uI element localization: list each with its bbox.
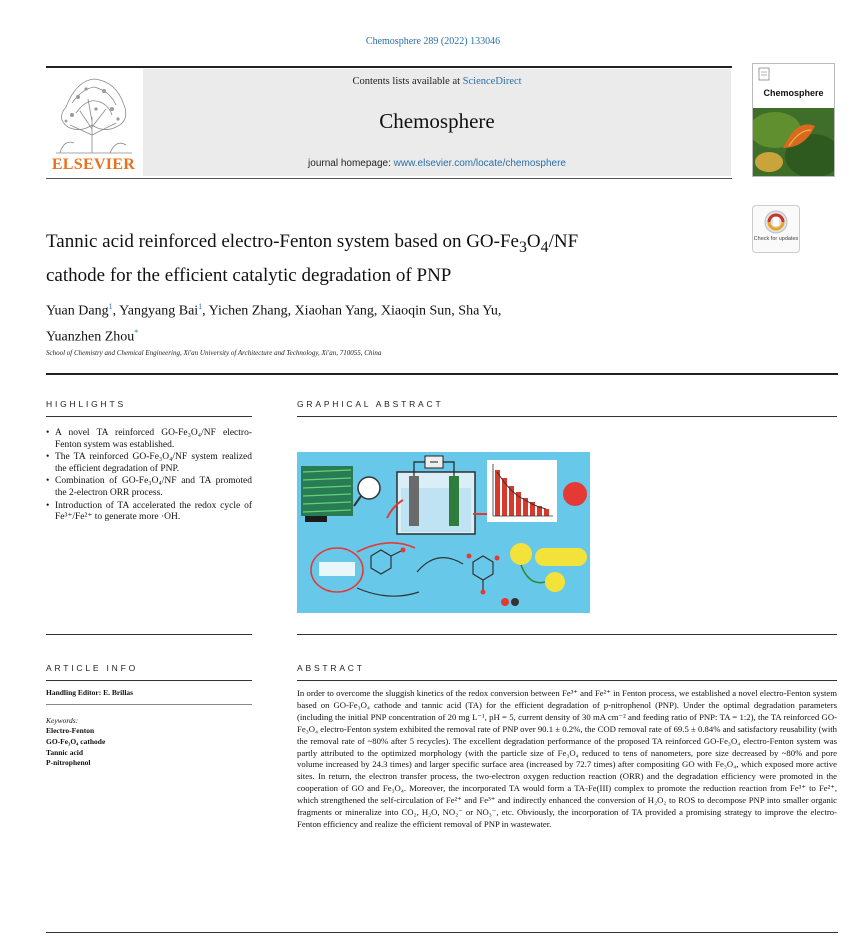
- header-bottom-rule: [46, 178, 732, 179]
- highlights-list: [46, 428, 252, 525]
- keyword[interactable]: GO-Fe₃O₄ cathode: [46, 736, 106, 746]
- journal-name: Chemosphere: [379, 109, 495, 133]
- author-footnote[interactable]: 1: [198, 302, 203, 311]
- homepage-line: [143, 158, 731, 169]
- highlights-rule: [46, 416, 252, 417]
- abstract-heading: ABSTRACT: [297, 663, 365, 673]
- highlight-item: • The TA reinforced GO-Fe₃O₄/NF system realized the efficient degradation of PNP.: [46, 452, 252, 475]
- journal-header: [143, 69, 731, 176]
- journal-cover[interactable]: [752, 63, 835, 177]
- keyword[interactable]: Tannic acid: [46, 747, 84, 757]
- check-for-updates-icon: [753, 208, 799, 238]
- cover-title: Chemosphere: [763, 88, 824, 98]
- keywords-label: Keywords:: [46, 716, 79, 725]
- contents-line: [143, 76, 731, 87]
- keywords-list: [46, 726, 105, 769]
- graphical-abstract-figure: [297, 452, 590, 613]
- title-line2: cathode for the efficient catalytic degradation of PNP: [46, 264, 452, 286]
- article-info-rule: [46, 680, 252, 681]
- cover-masthead-icon: [753, 64, 834, 86]
- elsevier-wordmark: ELSEVIER: [51, 156, 136, 173]
- author-link[interactable]: Yuan Dang: [46, 303, 109, 319]
- elsevier-logo[interactable]: [46, 69, 141, 176]
- article-info-subrule: [46, 704, 252, 705]
- keyword[interactable]: Electro-Fenton: [46, 726, 95, 735]
- title-part: Tannic acid reinforced electro-Fenton system based on GO-Fe: [46, 231, 519, 252]
- journal-citation[interactable]: Chemosphere 289 (2022) 133046: [365, 36, 501, 47]
- graphical-abstract-image[interactable]: [297, 452, 590, 613]
- highlight-item: • A novel TA reinforced GO-Fe₃O₄/NF electro-Fenton system was established.: [46, 428, 252, 451]
- check-for-updates-button[interactable]: [752, 205, 800, 253]
- check-for-updates-label: Check for updates: [753, 236, 799, 242]
- highlights-heading: HIGHLIGHTS: [46, 399, 126, 409]
- author-footnote[interactable]: 1: [108, 302, 113, 311]
- title-part: O: [526, 231, 541, 252]
- article-info-heading: ARTICLE INFO: [46, 663, 139, 673]
- article-title: [46, 228, 736, 290]
- affiliation: School of Chemistry and Chemical Engineering, Xi'an University of Architecture and Technology, Xi'an, 710055, China: [46, 349, 382, 357]
- handling-editor: Handling Editor: E. Brillas: [46, 688, 134, 697]
- section-rule: [46, 634, 252, 635]
- cover-image: [753, 108, 834, 176]
- homepage-prefix: journal homepage:: [308, 158, 394, 169]
- bottom-rule: [46, 932, 838, 933]
- author-list: Yuan Dang$^1$, Yangyang Bai$^1$, Yichen Zhang, Xiaohan Yang, Xiaoqin Sun, Sha Yu, Yuanzhen Zhou*: [46, 302, 502, 345]
- contents-prefix: Contents lists available at: [352, 76, 463, 87]
- abstract-body: In order to overcome the sluggish kinetics of the redox conversion between Fe³⁺ and Fe²⁺ in Fenton process, we established a novel electro-Fenton system based on GO-Fe₃O₄ cathode and tannic acid (TA) for the efficient degradation of p-nitrophenol (PNP). Under the optimal degradation parameters (including the initial PNP concentration of 20 mg L⁻¹, pH = 5, current density of 30 mA cm⁻² and feeding ratio of PNP: TA = 1:2), the TA reinforced GO-Fe₃O₄ electro-Fenton system exhibited the removal rate of PNP over 90.1 ± 0.2%, the COD removal rate of 69.5 ± 0.84% and satisfactory reusability (with the removal rate of ~80% after 5 recycles). The excellent degradation performance of the proposed TA reinforced GO-Fe₃O₄ electro-Fenton system was partly attributed to the optimized morphology (with the particle size of Fe₃O₄ reduced to tens of nanometers, pore size decreased by ~80% and pore volume increased by 24.3 times) and larger specific surface area (increased by 72.7 times) after compositing GO with Fe₃O₄, which exposed more active sites. In return, the electron transfer process, the two-electron oxygen reduction reaction (ORR) and the degradation efficiency were promoted in the cooperation of GO and Fe₃O₄. Moreover, the incorporated TA would form a TA-Fe(III) complex to promote the reduction reaction from Fe³⁺ to Fe²⁺, which strengthened the self-circulation of Fe²⁺ and Fe³⁺ and indirectly enhanced the conversion of H₂O₂ to ROS to decompose PNP into smaller organic fragments or mineralize into CO₂, H₂O, NO₂⁻ or NO₃⁻, etc. Obviously, the incorporation of TA provided a promising strategy to improve the electro-Fenton efficiency and realize the efficient removal of PNP in wastewater.: [297, 688, 837, 829]
- header-top-rule: [46, 66, 732, 68]
- graphical-abstract-heading: GRAPHICAL ABSTRACT: [297, 399, 444, 409]
- section-rule: [297, 634, 837, 635]
- homepage-link[interactable]: www.elsevier.com/locate/chemosphere: [393, 158, 566, 169]
- title-sub: 4: [540, 238, 549, 256]
- highlight-item: • Combination of GO-Fe₃O₄/NF and TA promoted the 2-electron ORR process.: [46, 476, 252, 499]
- keyword[interactable]: P-nitrophenol: [46, 758, 91, 768]
- author-link[interactable]: Yuanzhen Zhou: [46, 329, 135, 345]
- abstract-rule: [297, 680, 837, 681]
- title-sub: 3: [518, 238, 527, 256]
- author-list-rest[interactable]: , Yichen Zhang, Xiaohan Yang, Xiaoqin Sun, Sha Yu,: [202, 303, 502, 319]
- author-link[interactable]: Yangyang Bai: [119, 303, 199, 319]
- graphical-abstract-rule: [297, 416, 837, 417]
- corresponding-author-mark[interactable]: *: [134, 327, 139, 337]
- section-rule: [46, 373, 838, 375]
- sciencedirect-link[interactable]: ScienceDirect: [462, 76, 522, 87]
- title-part: /NF: [548, 231, 579, 252]
- elsevier-tree-logo: [46, 69, 141, 155]
- highlight-item: • Introduction of TA accelerated the redox cycle of Fe³⁺/Fe²⁺ to generate more ·OH.: [46, 501, 252, 524]
